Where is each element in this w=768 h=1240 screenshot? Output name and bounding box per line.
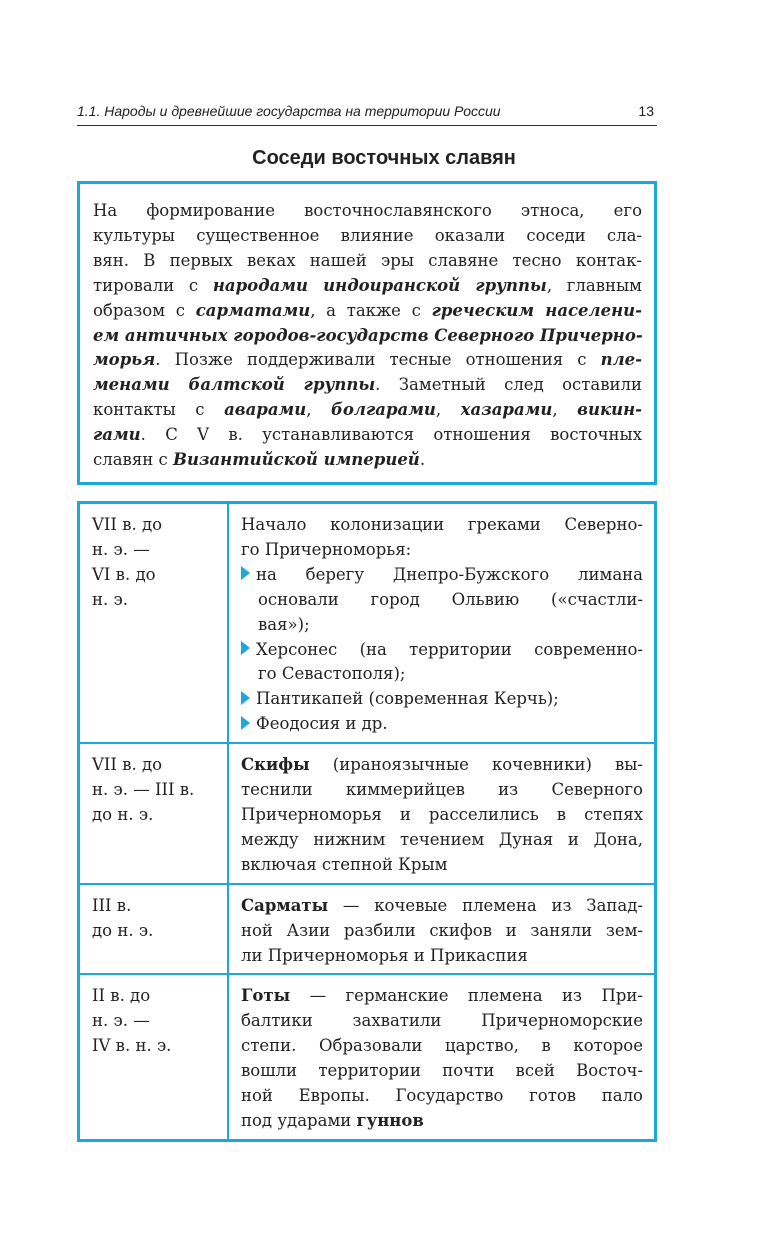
bullet-item: Херсонес (на территории современно- xyxy=(241,638,643,663)
description-cell: Скифы (ираноязычные кочевники) вы- теснили киммерийцев из Северного Причерноморья и расселились в степях между нижним течением Дуная и Дона, включая степной Крым xyxy=(228,743,656,884)
table-row xyxy=(79,884,656,975)
description-cell: Начало колонизации греками Северно- го Причерноморья: на берегу Днепро-Бужского лимана основали город Ольвию («счастли- вая»); Херсонес (на территории современно- го Севастополя); Пантикапей (современная Керчь); Феодосия и др. xyxy=(228,503,656,744)
emphasis: морья xyxy=(93,350,156,370)
emphasis: Византийской империей xyxy=(173,450,420,470)
intro-line: морья. Позже поддерживали тесные отношения с пле- xyxy=(93,350,642,370)
section-title: Соседи восточных славян xyxy=(252,147,516,169)
triangle-bullet-icon xyxy=(241,641,250,655)
intro-line: славян с Византийской империей. xyxy=(93,450,426,470)
intro-line: менами балтской группы. Заметный след оставили xyxy=(93,375,642,395)
bullet-item: Феодосия и др. xyxy=(241,712,643,737)
intro-box xyxy=(77,181,657,485)
table-row xyxy=(79,743,656,884)
people-name: Сарматы xyxy=(241,895,329,915)
intro-line: культуры существенное влияние оказали соседи сла- xyxy=(93,225,642,245)
date-cell: VII в. до н. э. — VI в. до н. э. xyxy=(79,503,229,744)
intro-line: гами. С V в. устанавливаются отношения восточных xyxy=(93,425,642,445)
intro-line: образом с сарматами, а также с греческим населени- xyxy=(93,300,643,320)
intro-line: На формирование восточнославянского этноса, его xyxy=(93,201,642,220)
emphasis: аварами xyxy=(224,400,307,420)
intro-line: контакты с аварами, болгарами, хазарами, викин- xyxy=(93,400,642,420)
page-number: 13 xyxy=(638,103,654,119)
people-name: Готы xyxy=(241,986,291,1006)
description-cell: Готы — германские племена из При- балтики захватили Причерноморские степи. Образовали царство, в которое вошли территории почти всей Восточ- ной Европы. Государство готов пало под ударами гуннов xyxy=(228,974,656,1140)
intro-line xyxy=(93,324,642,349)
people-name: Скифы xyxy=(241,755,310,775)
triangle-bullet-icon xyxy=(241,691,250,705)
emphasis: гами xyxy=(93,425,141,445)
date-cell: VII в. до н. э. — III в. до н. э. xyxy=(79,743,229,884)
emphasis: болгарами xyxy=(331,400,436,420)
emphasis: хазарами xyxy=(460,400,553,420)
intro-line: тировали с народами индоиранской группы, главным xyxy=(93,275,642,295)
emphasis: менами балтской группы xyxy=(93,375,376,395)
running-title: 1.1. Народы и древнейшие государства на территории России xyxy=(77,103,501,119)
people-name: гуннов xyxy=(356,1110,424,1130)
chronology-table xyxy=(77,501,657,1142)
bullet-item: Пантикапей (современная Керчь); xyxy=(241,687,643,712)
running-head xyxy=(77,103,657,126)
description-cell: Сарматы — кочевые племена из Запад- ной Азии разбили скифов и заняли зем- ли Причерноморья и Прикаспия xyxy=(228,884,656,975)
intro-line: вян. В первых веках нашей эры славяне тесно контак- xyxy=(93,250,642,270)
emphasis: пле- xyxy=(600,350,642,370)
triangle-bullet-icon xyxy=(241,716,250,730)
emphasis: греческим населени- xyxy=(431,300,643,320)
date-cell: III в. до н. э. xyxy=(79,884,229,975)
emphasis: сарматами xyxy=(195,300,311,320)
emphasis: викин- xyxy=(577,400,642,420)
triangle-bullet-icon xyxy=(241,566,250,580)
bullet-item: на берегу Днепро-Бужского лимана xyxy=(241,563,643,588)
table-row xyxy=(79,503,656,744)
date-cell: II в. до н. э. — IV в. н. э. xyxy=(79,974,229,1140)
emphasis: ем античных городов-государств Северного Причерно- xyxy=(93,325,643,345)
emphasis: народами индоиранской группы xyxy=(212,275,547,295)
table-row xyxy=(79,974,656,1140)
